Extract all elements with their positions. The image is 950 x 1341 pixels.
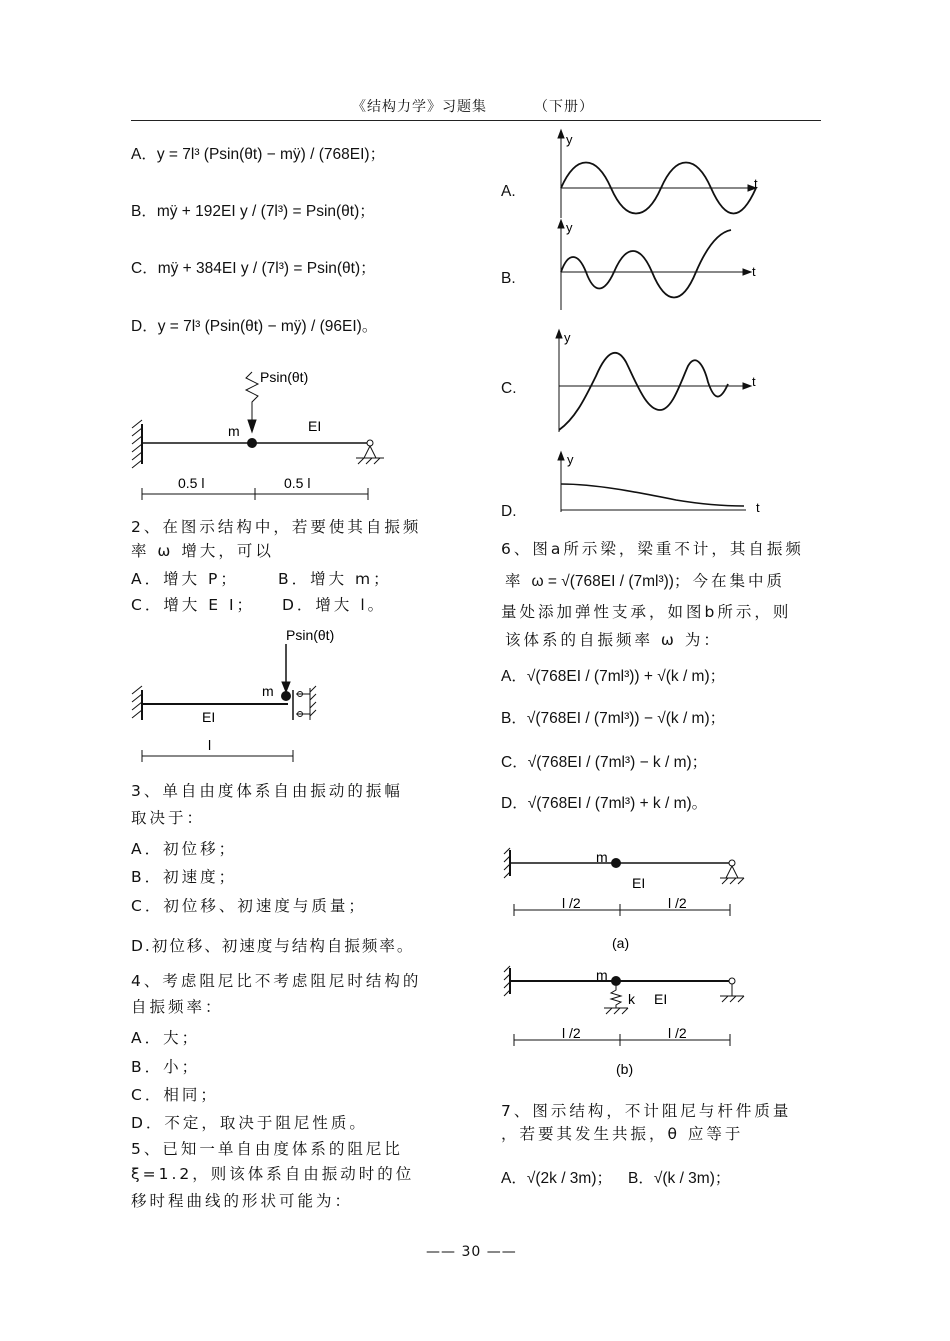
q4-option-a: A．大； (131, 1029, 201, 1047)
fig-a-beam-diagram (502, 846, 752, 956)
header-book-title: 《结构力学》习题集 (352, 99, 487, 115)
q4-option-c: C．相同； (131, 1086, 219, 1104)
fig2-ei-label: EI (202, 709, 216, 725)
q5-curve-a (556, 128, 776, 223)
q1-option-d: D．y = 7l³ (Psin(θt) − mÿ) / (96EI)。 (131, 318, 378, 335)
fig1-span-left: 0.5 l (178, 475, 205, 491)
fig2-beam-diagram (128, 624, 348, 764)
q2-stem-line2: 率 ω 增大，可以 (131, 542, 274, 560)
q2-option-b: B．增大 m； (278, 570, 392, 588)
q1-option-a: A．y = 7l³ (Psin(θt) − mÿ) / (768EI)； (131, 146, 386, 163)
fig1-mass-label: m (228, 423, 240, 439)
q5-option-c-label: C. (501, 380, 517, 397)
q4-option-b: B．小； (131, 1058, 201, 1076)
fig-a-caption: (a) (612, 935, 630, 951)
header-rule (131, 120, 821, 121)
q5-curve-b (556, 218, 776, 318)
q5-option-d-label: D. (501, 503, 517, 520)
fig-b-beam-diagram (502, 964, 752, 1084)
q5-stem-line3: 移时程曲线的形状可能为： (131, 1192, 354, 1210)
fig-a-span-right: l /2 (668, 895, 687, 911)
q1-option-c: C．mÿ + 384EI y / (7l³) = Psin(θt)； (131, 260, 376, 277)
q5d-y-label: y (567, 452, 574, 467)
q6-stem-line3: 量处添加弹性支承，如图b所示，则 (501, 603, 792, 621)
q5c-y-label: y (564, 330, 571, 345)
q7-option-a: A．√(2k / 3m)； (501, 1170, 612, 1187)
q6-option-c: C．√(768EI / (7ml³) − k / m)； (501, 754, 708, 771)
q5-curve-c (556, 326, 776, 436)
q6-option-b: B．√(768EI / (7ml³)) − √(k / m)； (501, 710, 726, 727)
fig-b-mass-dot (611, 976, 621, 986)
q6-omega-formula: ω = √(768EI / (7ml³)) (531, 573, 674, 590)
q4-stem-line2: 自振频率： (131, 998, 224, 1016)
q7-option-b: B．√(k / 3m)； (628, 1170, 731, 1187)
q3-stem-line1: 3、单自由度体系自由振动的振幅 (131, 782, 403, 800)
q6-option-d: D．√(768EI / (7ml³) + k / m)。 (501, 795, 708, 812)
fig-b-caption: (b) (616, 1061, 634, 1077)
q4-option-d: D．不定，取决于阻尼性质。 (131, 1114, 368, 1132)
fig2-mass-label: m (262, 683, 274, 699)
q2-option-c: C．增大 E I； (131, 596, 256, 614)
q5-option-b-label: B. (501, 270, 516, 287)
q5c-t-label: t (752, 374, 756, 389)
q5b-t-label: t (752, 264, 756, 279)
fig1-span-right: 0.5 l (284, 475, 311, 491)
q5a-y-label: y (566, 132, 573, 147)
q5a-t-label: t (754, 176, 758, 191)
q7-stem-line2: ，若要其发生共振，θ 应等于 (501, 1125, 744, 1143)
q3-stem-line2: 取决于： (131, 809, 206, 827)
q5-curve-d (556, 452, 776, 522)
q7-stem-line1: 7、图示结构，不计阻尼与杆件质量 (501, 1102, 792, 1120)
q3-option-d: D.初位移、初速度与结构自振频率。 (131, 937, 415, 955)
q6-stem-line2: 率 ω = √(768EI / (7ml³))；今在集中质 (505, 572, 785, 590)
q2-stem-line1: 2、在图示结构中，若要使其自振频 (131, 518, 422, 536)
q4-stem-line1: 4、考虑阻尼比不考虑阻尼时结构的 (131, 972, 422, 990)
fig-b-ei-label: EI (654, 991, 668, 1007)
q6-stem-line1: 6、图a所示梁，梁重不计，其自振频 (501, 540, 804, 558)
fig1-mass-dot (247, 438, 257, 448)
q5d-t-label: t (756, 500, 760, 515)
fig2-span-label: l (208, 737, 212, 753)
q2-option-d: D．增大 l。 (282, 596, 387, 614)
fig-a-mass-label: m (596, 849, 608, 865)
fig1-beam-diagram (128, 364, 388, 504)
page-number: —— 30 —— (426, 1244, 517, 1260)
fig-b-span-right: l /2 (668, 1025, 687, 1041)
header-volume: （下册） (534, 99, 594, 115)
q5-option-a-label: A. (501, 183, 516, 200)
fig1-load-label: Psin(θt) (260, 369, 309, 385)
fig-b-mass-label: m (596, 967, 608, 983)
q6-stem-line4: 该体系的自振频率 ω 为： (505, 631, 722, 649)
q5b-y-label: y (566, 220, 573, 235)
fig-b-spring-label: k (628, 991, 635, 1007)
q3-option-a: A．初位移； (131, 840, 238, 858)
fig-a-span-left: l /2 (562, 895, 581, 911)
fig2-load-label: Psin(θt) (286, 627, 335, 643)
q1-option-b: B．mÿ + 192EI y / (7l³) = Psin(θt)； (131, 203, 375, 220)
fig-b-span-left: l /2 (562, 1025, 581, 1041)
q5-stem-line2: ξ=1.2，则该体系自由振动时的位 (131, 1165, 415, 1183)
fig2-mass-dot (281, 691, 291, 701)
q6-option-a: A．√(768EI / (7ml³)) + √(k / m)； (501, 668, 726, 685)
q5-stem-line1: 5、已知一单自由度体系的阻尼比 (131, 1140, 403, 1158)
fig-a-ei-label: EI (632, 875, 646, 891)
q3-option-c: C．初位移、初速度与质量； (131, 897, 367, 915)
q3-option-b: B．初速度； (131, 868, 238, 886)
fig1-ei-label: EI (308, 418, 322, 434)
q2-option-a: A．增大 P； (131, 570, 239, 588)
fig-a-mass-dot (611, 858, 621, 868)
